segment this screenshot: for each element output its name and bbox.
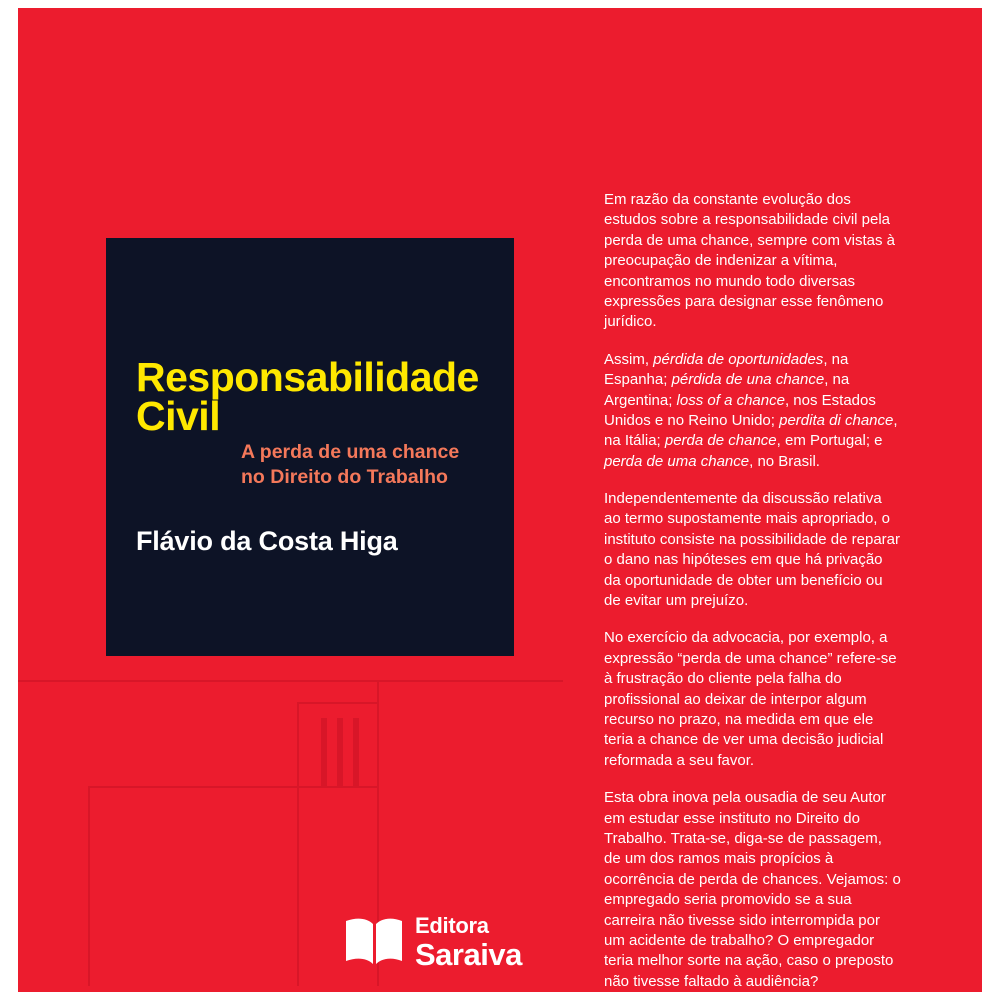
blurb-paragraph: [604, 350, 902, 472]
book-subtitle-line-2: no Direito do Trabalho: [241, 465, 448, 488]
decorative-line-vertical-5: [353, 718, 359, 786]
decorative-line-horizontal-1: [18, 680, 563, 682]
blurb-text: , em Portugal; e: [776, 432, 883, 450]
decorative-line-vertical-3: [321, 718, 327, 786]
open-book-icon: [343, 915, 405, 967]
red-background-panel: [18, 8, 982, 992]
blurb-term-italic: perdita di chance: [779, 411, 894, 429]
blurb-term-italic: pérdida de una chance: [671, 371, 825, 389]
blurb-text: Assim,: [604, 350, 654, 368]
blurb-paragraph: [604, 628, 902, 771]
book-title: [136, 354, 496, 440]
book-title-line-1: Responsabilidade: [136, 354, 479, 400]
blurb-text: Em razão da constante evolução dos estudos sobre a responsabilidade civil pela perda de uma chance, sempre com vistas à preocupação de indenizar a vítima, encontramos no mundo todo diversas expressões para designar esse fenômeno jurídico.: [604, 191, 895, 331]
blurb-text: Esta obra inova pela ousadia de seu Autor em estudar esse instituto no Direito do Trabalho. Trata-se, diga-se de passagem, de um dos ramos mais propícios à ocorrência de perda de chances. Vejamos: o empregado seria promovido se a sua carreira não tivesse sido interrompida por um acidente de trabalho? O empregador teria melhor sorte na ação, caso o preposto não tivesse faltado à audiência?: [604, 789, 901, 990]
decorative-line-vertical-6: [88, 786, 90, 986]
blurb-text: , na Argentina;: [604, 371, 850, 409]
blurb-term-italic: perda de chance: [664, 432, 777, 450]
decorative-line-vertical-2: [297, 702, 299, 986]
back-cover-blurb: [604, 190, 902, 992]
front-cover-card: [106, 238, 514, 656]
blurb-text: , no Brasil.: [749, 452, 820, 470]
blurb-text: Independentemente da discussão relativa ao termo supostamente mais apropriado, o instituto consiste na possibilidade de reparar o dano nas hipóteses em que há privação da oportunidade de obter um benefício ou de evitar um prejuízo.: [604, 490, 901, 610]
blurb-paragraph: [604, 788, 902, 992]
decorative-line-vertical-4: [337, 718, 343, 786]
book-subtitle-line-1: A perda de uma chance: [241, 441, 460, 463]
decorative-line-horizontal-2: [297, 702, 379, 704]
blurb-paragraph: [604, 190, 902, 333]
book-subtitle: [241, 440, 491, 490]
publisher-brand: Saraiva: [415, 937, 522, 972]
book-author: Flávio da Costa Higa: [136, 526, 398, 556]
book-title-line-2: Civil: [136, 393, 221, 440]
blurb-text: No exercício da advocacia, por exemplo, a expressão “perda de uma chance” refere-se à frustração do cliente pela falha do profissional ao deixar de interpor algum recurso no prazo, na medida em que ele teria a chance de ver uma decisão judicial reformada a seu favor.: [604, 629, 897, 769]
blurb-term-italic: loss of a chance: [676, 391, 785, 409]
decorative-line-horizontal-3: [88, 786, 379, 788]
blurb-text: , nos Estados Unidos e no Reino Unido;: [604, 391, 876, 429]
blurb-term-italic: pérdida de oportunidades: [653, 350, 824, 368]
blurb-paragraph: [604, 489, 902, 611]
blurb-text: , na Itália;: [604, 411, 898, 450]
publisher-logo: [343, 913, 593, 975]
blurb-text: , na Espanha;: [604, 350, 849, 389]
publisher-name: Editora: [415, 913, 489, 938]
blurb-term-italic: perda de uma chance: [604, 452, 750, 470]
